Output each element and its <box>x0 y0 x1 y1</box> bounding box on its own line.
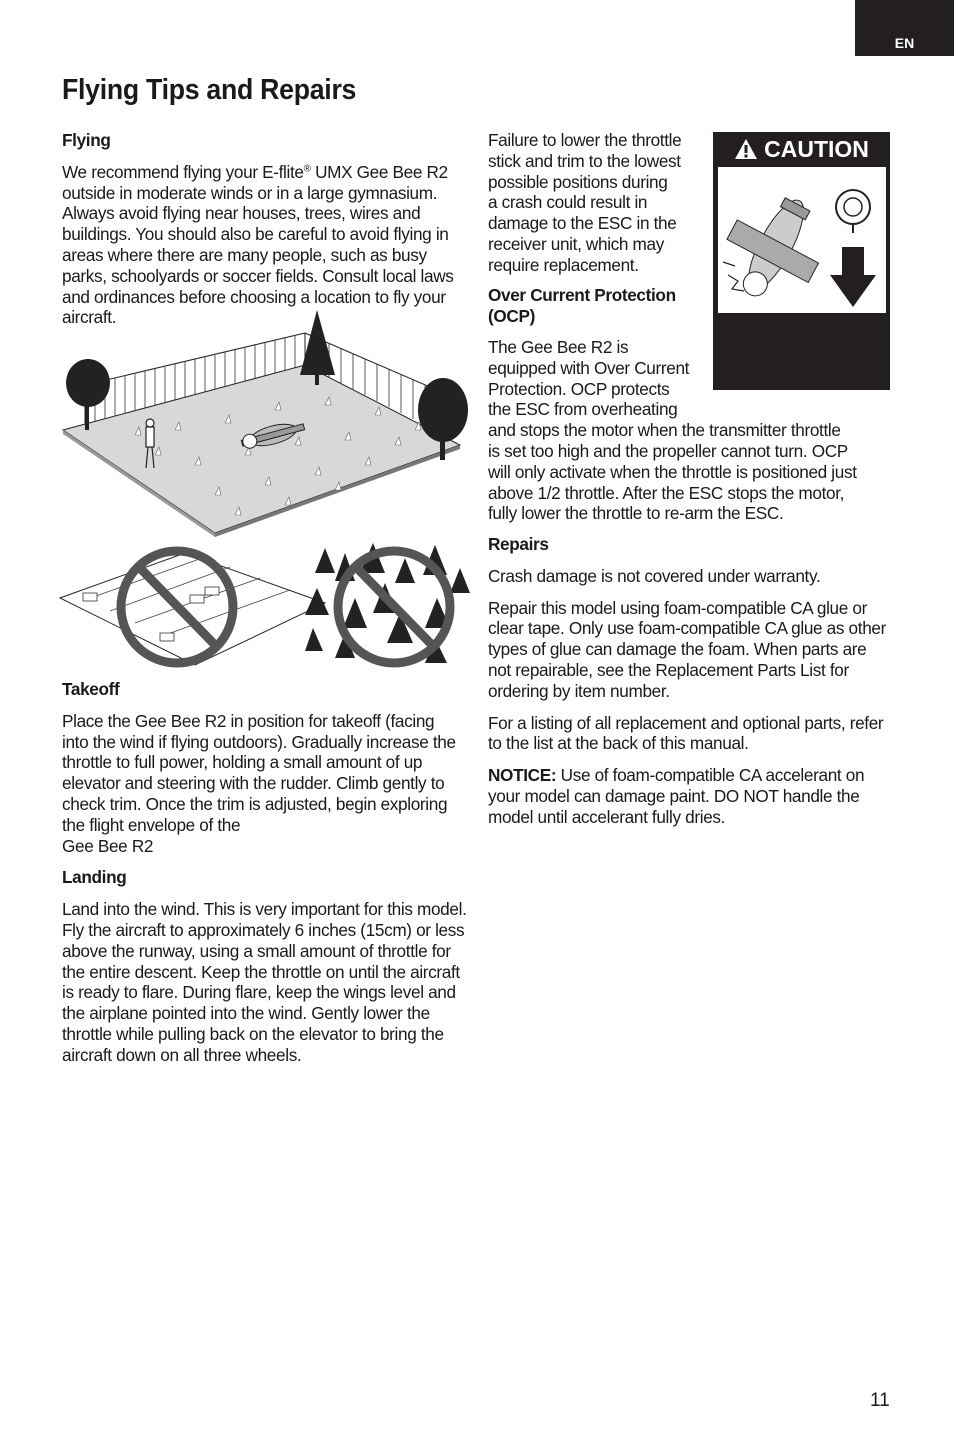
notice-paragraph: NOTICE: Use of foam-compatible CA accelerant on your model can damage paint. DO NOT handle the model until accelerant fully dries. <box>488 765 865 827</box>
avoid-areas-illustration <box>55 543 475 675</box>
warning-triangle-icon <box>734 138 758 160</box>
repairs-paragraph-2: Repair this model using foam-compatible CA glue or clear tape. Only use foam-compatible CA glue as other types of glue can damage the foam. When parts are not repairable, see the Replacement Parts List for ordering by item number. <box>488 597 886 701</box>
flying-heading: Flying <box>62 130 111 150</box>
page-title: Flying Tips and Repairs <box>62 74 357 106</box>
caution-header <box>713 132 890 166</box>
language-tab <box>855 0 954 56</box>
repairs-paragraph-3: For a listing of all replacement and optional parts, refer to the list at the back of this manual. <box>488 712 884 754</box>
caution-label: CAUTION <box>764 135 869 162</box>
repairs-section <box>488 534 888 828</box>
ocp-heading: Over Current Protection (OCP) <box>488 285 676 326</box>
takeoff-heading: Takeoff <box>62 679 120 699</box>
flying-paragraph: We recommend flying your E-flite® UMX Gee Bee R2 outside in moderate winds or in a large gymnasium. Always avoid flying near houses, trees, wires and buildings. You should also be careful to avoid flying in areas where there are many people, such as busy parks, schoolyards or soccer fields. Consult local laws and ordinances before choosing a location to fly your aircraft. <box>62 161 454 328</box>
takeoff-section <box>62 679 472 1066</box>
landing-paragraph: Land into the wind. This is very important for this model. Fly the aircraft to approximately 6 inches (15cm) or less above the runway, using a small amount of throttle for the entire descent. Keep the throttle on until the aircraft is ready to flare. During flare, keep the wings level and the airplane pointed into the wind. Gently lower the throttle while pulling back on the elevator to bring the aircraft down on all three wheels. <box>62 899 467 1065</box>
failure-paragraph: Failure to lower the throttle stick and trim to the lowest possible positions during a crash could result in damage to the ESC in the receiver unit, which may require replacement. <box>488 130 682 275</box>
repairs-paragraph-1: Crash damage is not covered under warranty. <box>488 565 821 586</box>
crash-throttle-illustration <box>718 167 886 313</box>
flying-field-illustration <box>55 305 475 537</box>
language-label: EN <box>894 35 915 51</box>
takeoff-paragraph: Place the Gee Bee R2 in position for takeoff (facing into the wind if flying outdoors). Gradually increase the throttle to full power, holding a small amount of up elevator and steering with the rudder. Climb gently to check trim. Once the trim is adjusted, begin exploring the flight envelope of the Gee Bee R2 <box>62 710 456 856</box>
landing-heading: Landing <box>62 867 127 888</box>
repairs-heading: Repairs <box>488 534 549 554</box>
page-number: 11 <box>870 1390 890 1411</box>
ocp-paragraph: The Gee Bee R2 is equipped with Over Current Protection. OCP protects the ESC from overheating and stops the motor when the transmitter throttle is set too high and the propeller cannot turn. OCP will only activate when the throttle is positioned just above 1/2 throttle. After the ESC stops the motor, fully lower the throttle to re-arm the ESC. <box>488 337 857 524</box>
flying-section <box>62 130 472 328</box>
arrow-down-icon <box>830 247 876 307</box>
caution-box <box>713 132 890 390</box>
